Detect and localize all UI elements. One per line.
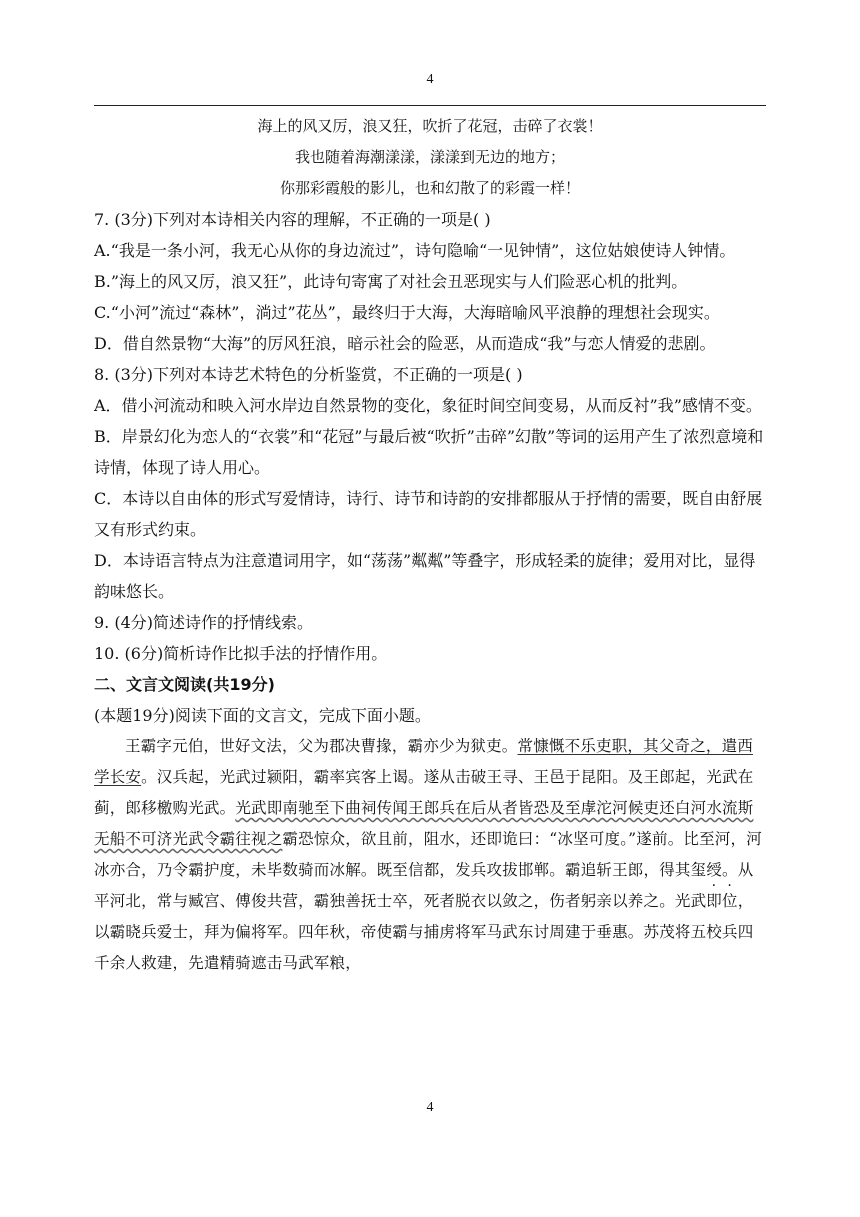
emphasized-char: 玺 <box>690 861 707 879</box>
question-7-option-d: D．借自然景物“大海”的厉风狂浪，暗示社会的险恶，从而造成“我”与恋人情爱的悲剧。 <box>94 334 716 353</box>
poem-line: 你那彩霞般的影儿，也和幻散了的彩霞一样！ <box>279 179 580 197</box>
page-number-bottom: 4 <box>426 1100 434 1115</box>
passage-text: 王霸字元伯，世好文法，父为郡决曹掾，霸亦少为狱吏。 <box>125 737 518 755</box>
passage-text: 。汉兵起，光武过颍阳，霸率宾客上谒。遂从击破王寻、王邑于昆阳。及王郎起，光武在蓟，郎移檄购光武。 <box>94 768 754 817</box>
wavy-underlined-sentence: 光武即南驰至下曲祠传闻王郎兵在后从者皆恐及至虖沱河候吏还白河水流斯无船不可济光武令霸往视之 <box>94 799 754 848</box>
question-7-option-a: A.“我是一条小河，我无心从你的身边流过”，诗句隐喻“一见钟情”，这位姑娘使诗人钟情。 <box>94 241 736 260</box>
section-2-intro: (本题19分)阅读下面的文言文，完成下面小题。 <box>94 706 431 725</box>
passage-text: 霸恐惊众，欲且前，阻水，还即诡曰：“冰坚可度。”遂前。比至河，河冰亦合，乃令霸护度，未毕数骑而冰解。既至信都，发兵攻拔邯郸。霸追斩王郎，得其 <box>94 830 762 879</box>
question-8-option-a: A．借小河流动和映入河水岸边自然景物的变化，象征时间空间变易，从而反衬”我”感情不变。 <box>94 396 762 415</box>
question-9: 9. (4分)简述诗作的抒情线索。 <box>94 613 314 632</box>
question-8-option-d: D．本诗语言特点为注意遣词用字，如“荡荡”粼粼”等叠字，形成轻柔的旋律；爱用对比，显得韵味悠长。 <box>94 551 756 601</box>
poem-line: 海上的风又厉，浪又狂，吹折了花冠，击碎了衣裳！ <box>257 117 603 135</box>
emphasized-char: 绶 <box>706 861 723 879</box>
question-10: 10. (6分)简析诗作比拟手法的抒情作用。 <box>94 644 388 663</box>
question-8-option-b: B．岸景幻化为恋人的“衣裳”和“花冠”与最后被“吹折”击碎”幻散”等词的运用产生了浓烈意境和诗情，体现了诗人用心。 <box>94 427 764 477</box>
classical-passage <box>94 731 766 979</box>
poem-line: 我也随着海潮漾漾，漾漾到无边的地方； <box>294 148 565 166</box>
question-7-option-c: C.“小河”流过“森林”，淌过”花丛”，最终归于大海，大海暗喻风平浪静的理想社会现实。 <box>94 303 720 322</box>
page-number-top: 4 <box>426 72 434 87</box>
underlined-sentence: 常慷慨不乐吏职，其父奇之，遣西学长安 <box>94 737 754 786</box>
question-7-stem: 7. (3分)下列对本诗相关内容的理解，不正确的一项是( ) <box>94 210 491 229</box>
passage-text: 。从平河北，常与臧宫、傅俊共营，霸独善抚士卒，死者脱衣以敛之，伤者躬亲以养之。光武即位，以霸晓兵爱士，拜为偏将军。四年秋，帝使霸与捕虏将军马武东讨周建于垂惠。苏茂将五校兵四千余人救建，先遣精骑遮击马武军粮， <box>94 861 754 972</box>
header-rule <box>94 105 766 106</box>
poem-excerpt <box>94 111 766 204</box>
document-body <box>94 111 766 979</box>
section-2-title: 二、文言文阅读(共19分) <box>94 675 275 694</box>
question-8-stem: 8. (3分)下列对本诗艺术特色的分析鉴赏，不正确的一项是( ) <box>94 365 523 384</box>
question-8-option-c: C．本诗以自由体的形式写爱情诗，诗行、诗节和诗韵的安排都服从于抒情的需要，既自由舒展又有形式约束。 <box>94 489 763 539</box>
question-7-option-b: B.”海上的风又厉，浪又狂”，此诗句寄寓了对社会丑恶现实与人们险恶心机的批判。 <box>94 272 688 291</box>
